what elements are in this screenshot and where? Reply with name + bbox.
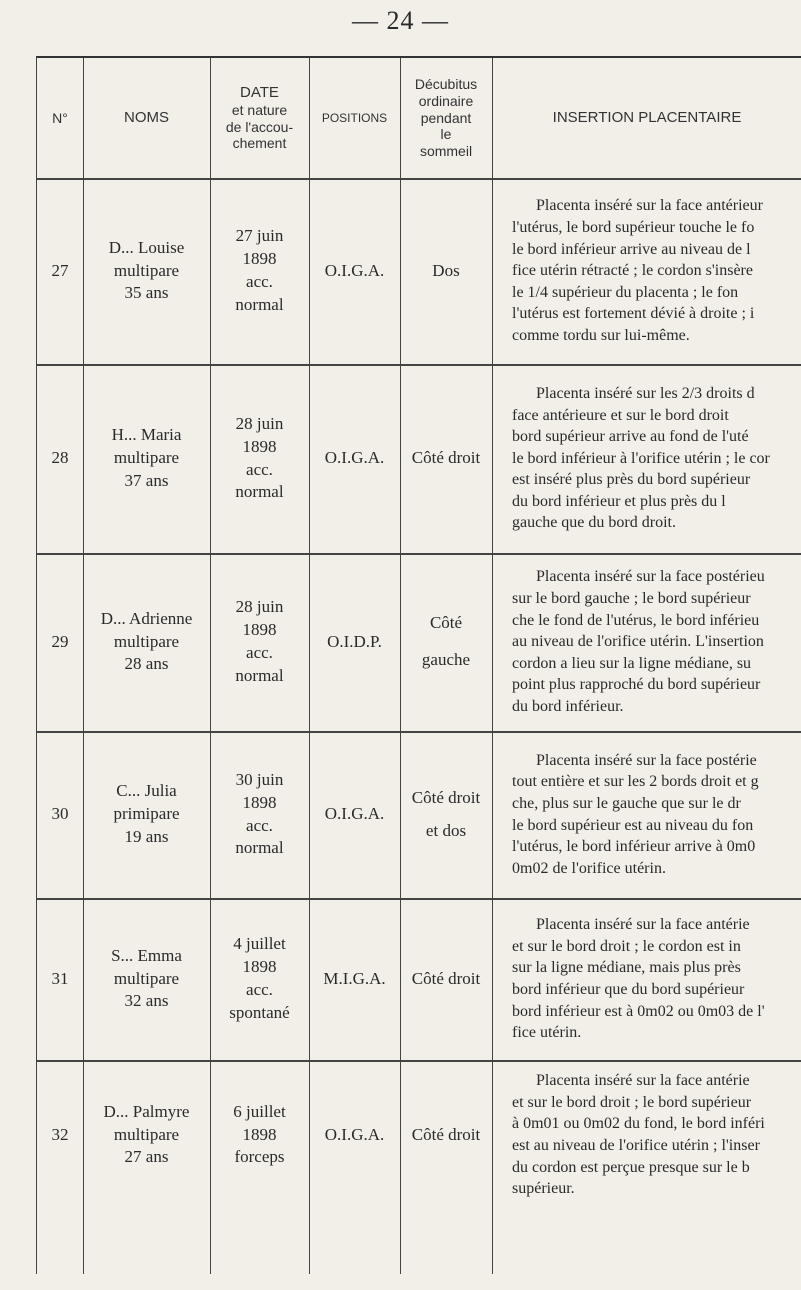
decubitus: Dos [432,260,460,280]
placental-insertion: Placenta inséré sur les 2/3 droits d face antérieure et sur le bord droit bord supérieur arrive au fond de l'uté le bord inférieur à l'orifice utérin ; le cor est inséré plus près du bord supérieur du bord inférieur et plus près du l gauche que du bord droit. [512,384,770,532]
delivery-date: 6 juillet 1898 forceps [233,1101,286,1167]
decubitus: Côté droit [411,448,481,468]
placental-insertion: Placenta inséré sur la face antérieur l'utérus, le bord supérieur touche le fo le bord inférieur arrive au niveau de l fice utérin rétracté ; le cordon s'insère le 1/4 supérieur du placenta ; le fon l'utérus est fortement dévié à droite ; i comme tordu sur lui-même. [512,197,763,344]
patient-name: C... Julia primipare 19 ans [113,781,180,846]
header-noms: NOMS [124,109,169,126]
fetal-position: O.I.G.A. [324,448,385,468]
fetal-position: O.I.G.A. [324,1124,385,1144]
patient-name: D... Adrienne multipare 28 ans [100,608,193,674]
row-number: 31 [51,968,69,988]
data-table [36,56,801,1274]
header-positions: POSITIONS [321,110,388,125]
patient-name: D... Louise multipare 35 ans [108,237,185,303]
delivery-date: 30 juin 1898 acc. normal [235,769,284,858]
placental-insertion: Placenta inséré sur la face postérieu sur le bord gauche ; le bord supérieur che le fond de l'utérus, le bord inférieu au niveau de l'orifice utérin. L'insertion cordon a lieu sur la ligne médiane, su point plus rapproché du bord supérieur du bord inférieur. [512,568,765,715]
patient-name: H... Maria multipare 37 ans [111,425,182,490]
header-no: N° [52,109,68,126]
patient-name: D... Palmyre multipare 27 ans [103,1101,190,1167]
row-number: 27 [51,260,69,280]
decubitus: Côté gauche [421,613,471,669]
fetal-position: O.I.G.A. [324,260,385,280]
row-number: 32 [51,1124,69,1144]
decubitus: Côté droit et dos [411,787,481,840]
row-number: 30 [51,804,69,824]
placental-insertion: Placenta inséré sur la face postérie tout entière et sur les 2 bords droit et g che, plus sur le gauche que sur le dr le bord supérieur est au niveau du fon l'utérus, le bord inférieur arrive à 0m0 0m02 de l'orifice utérin. [512,751,759,877]
header-insertion: INSERTION PLACENTAIRE [552,109,742,126]
delivery-date: 4 juillet 1898 acc. spontané [229,934,290,1022]
patient-name: S... Emma multipare 32 ans [111,945,182,1011]
decubitus: Côté droit [411,968,481,988]
decubitus: Côté droit [411,1124,481,1144]
header-decubitus: Décubitus ordinaire pendant le sommeil [414,76,478,160]
placental-insertion: Placenta inséré sur la face antérie et sur le bord droit ; le bord supérieur à 0m01 ou 0m02 du fond, le bord inféri est au niveau de l'orifice utérin ; l'inser du cordon est perçue presque sur le b supérieur. [512,1072,765,1198]
placental-insertion: Placenta inséré sur la face antérie et sur le bord droit ; le cordon est in sur la ligne médiane, mais plus près bord inférieur que du bord supérieur bord inférieur est à 0m02 ou 0m03 de l' fice utérin. [512,916,765,1042]
delivery-date: 27 juin 1898 acc. normal [235,226,284,314]
header-date: DATE et nature de l'accou- chement [225,83,294,152]
page-number: — 24 — [352,6,449,35]
fetal-position: O.I.D.P. [327,631,382,651]
delivery-date: 28 juin 1898 acc. normal [235,597,284,685]
delivery-date: 28 juin 1898 acc. normal [235,413,284,502]
row-number: 29 [51,631,69,651]
row-number: 28 [51,448,69,468]
fetal-position: M.I.G.A. [323,968,386,988]
fetal-position: O.I.G.A. [324,804,385,824]
